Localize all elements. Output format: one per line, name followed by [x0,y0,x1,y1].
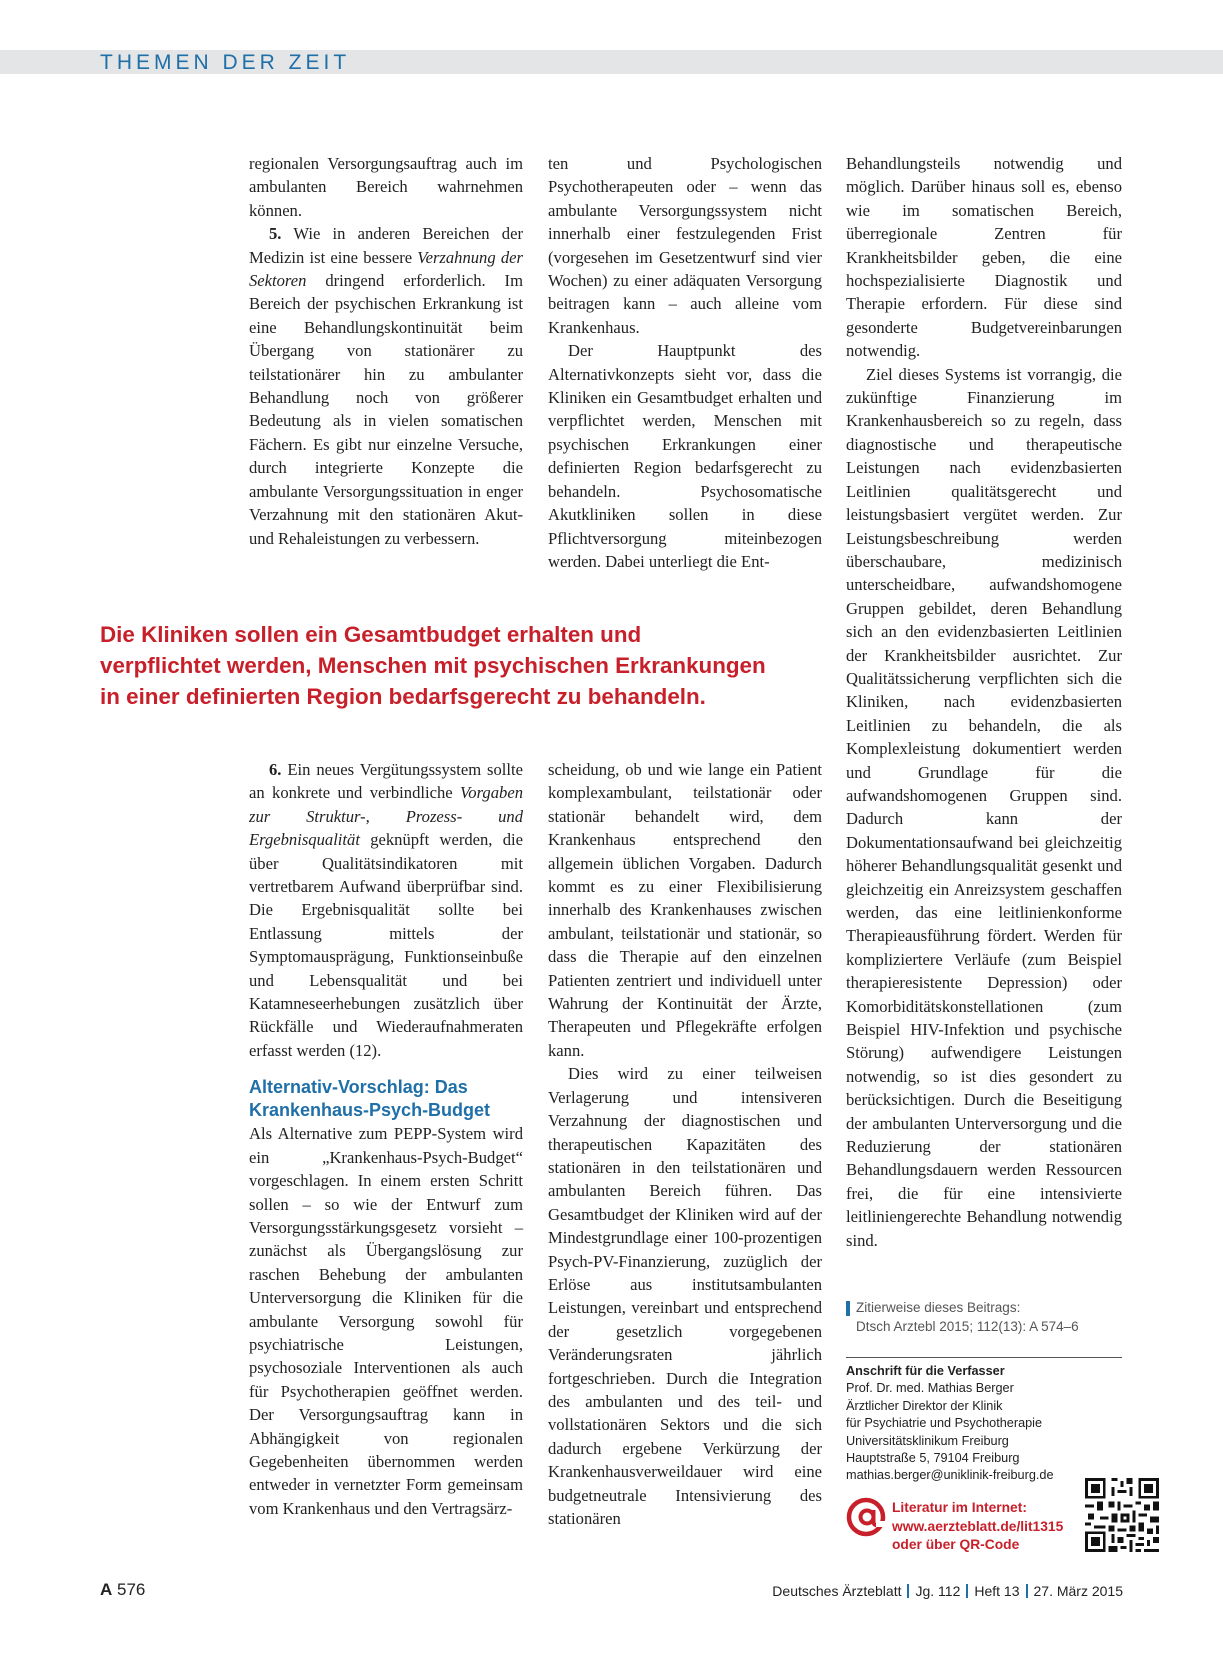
paragraph: Dies wird zu einer teilweisen Verlagerung und intensiveren Verzahnung der diagnostischen und therapeutischen Kapazitäten des stationären in den teilstationären und ambulanten Bereich führen. Das Gesamtbudget der Kliniken wird auf der Mindestgrundlage einer 100-prozentigen Psych-PV-Finanzierung, zuzüglich der Erlöse aus institutsambulanten Leistungen, vereinbart und entsprechend der gesetzlich vorgegebenen Veränderungsraten jährlich fortgeschrieben. Durch die Integration des ambulanten und des teil- und vollstationären Sektors und die sich dadurch ergebene Verkürzung der Krankenhausverweildauer wird eine budgetneutrale Intensivierung des stationären [548,1064,822,1528]
address-line: Hauptstraße 5, 79104 Freiburg [846,1451,1020,1466]
journal-issue: Heft 13 [974,1583,1020,1599]
paragraph: regionalen Versorgungsauftrag auch im ambulanten Bereich wahrnehmen können. [249,154,523,220]
literature-qr-hint: oder über QR-Code [892,1537,1020,1552]
paragraph-point-6 [249,758,523,1062]
at-sign-icon [846,1497,886,1537]
paragraph: Ziel dieses Systems ist vorrangig, die zukünftige Finanzierung im Krankenhausbereich so zu regeln, dass diagnostische und therapeutische Leistungen nach evidenzbasierten Leitlinien qualitätsgerecht und leistungsbasiert vergütet werden. Zur Leistungsbeschreibung werden überschaubare, medizinisch unterscheidbare, aufwandshomogene Gruppen gebildet, deren Behandlung sich an den evidenzbasierten Leitlinien der Krankheitsbilder ausrichtet. Zur Qualitätssicherung verpflichten sich die Kliniken, nach evidenzbasierten Leitlinien zu behandeln, die als Komplexleistung dokumentiert werden und Grundlage für die aufwandshomogenen Gruppen sind. Dadurch kann der Dokumentationsaufwand bei gleichzeitig höherer Behandlungsqualität gesenkt und gleichzeitig ein Anreizsystem geschaffen werden, das eine leitlinienkonforme Therapieausführung fördert. Werden für kompliziertere Verläufe (zum Beispiel therapieresistente Depression) oder Komorbiditätskonstellationen (zum Beispiel HIV-Infektion und psychische Störung) aufwendigere Leistungen notwendig, so ist dies gesondert zu berücksichtigen. Durch die Beseitigung der ambulanten Unterversorgung und die Reduzierung der stationären Behandlungsdauern werden Ressourcen frei, die für eine intensivierte leitliniengerechte Behandlung notwendig sind. [846,364,1122,1250]
page-prefix: A [100,1580,113,1599]
page-number-value: 576 [117,1580,146,1599]
paragraph-point-5 [249,222,523,550]
journal-name: Deutsches Ärzteblatt [772,1583,902,1599]
paragraph-text: dringend erforderlich. Im Bereich der psychischen Erkrankung ist eine Behandlungskontinuität beim Übergang von stationärer zu teilstationärer hin zu ambulanter Behandlung noch von größerer Bedeutung als in vielen somatischen Fächern. Es gibt nur einzelne Versuche, durch integrierte Konzepte die ambulante Versorgungssituation in enger Verzahnung mit den stationären Akut- und Rehaleistungen zu verbessern. [249,271,523,548]
journal-volume: Jg. 112 [915,1583,961,1599]
paragraph-text: geknüpft werden, die über Qualitätsindikatoren mit vertretbarem Aufwand überprüfbar sind. Die Ergebnisqualität sollte bei Entlassung mittels der Symptomausprägung, Funktionseinbuße und Lebensqualität und bei Katamneseerhebungen zusätzlich über Rückfälle und Wiederaufnahmeraten erfasst werden (12). [249,830,523,1060]
point-number: 5. [269,224,282,244]
page-number [100,1580,145,1600]
paragraph: Als Alternative zum PEPP-System wird ein „Krankenhaus-Psych-Budget“ vorgeschlagen. In einem ersten Schritt sollen – so wie der Entwurf zum Versorgungsstärkungsgesetz vorsieht – zunächst als Übergangslösung zur raschen Behebung der ambulanten Unterversorgung die Kliniken für die ambulante Versorgung sowohl für psychiatrische Leistungen, psychosoziale Interventionen als auch für Psychotherapien geöffnet werden. Der Versorgungsauftrag kann in Abhängigkeit von regionalen Gegebenheiten übernommen werden entweder in vernetzter Form gemeinsam vom Krankenhaus und den Vertragsärz- [249,1124,523,1518]
journal-date: 27. März 2015 [1033,1583,1123,1599]
citation-label: Zitierweise dieses Beitrags: [856,1300,1021,1315]
address-line: Ärztlicher Direktor der Klinik [846,1398,1003,1413]
author-email[interactable]: mathias.berger@uniklinik-freiburg.de [846,1468,1054,1483]
paragraph: Behandlungsteils notwendig und möglich. Darüber hinaus soll es, ebenso wie im somatischen Bereich, überregionale Zentren für Krankheitsbilder geben, die eine hochspezialisierte Diagnostik und Therapie erfordern. Für diese sind gesonderte Budgetvereinbarungen notwendig. [846,154,1122,361]
paragraph: ten und Psychologischen Psychotherapeuten oder – wenn das ambulante Versorgungssystem nicht innerhalb einer festzulegenden Frist (vorgesehen im Gesetzentwurf sind vier Wochen) zu einer adäquaten Versorgung beitragen kann – auch alleine vom Krankenhaus. [548,154,822,337]
point-number: 6. [269,760,282,779]
literature-text [892,1499,1082,1555]
citation-reference: Dtsch Arztebl 2015; 112(13): A 574–6 [856,1319,1079,1334]
section-title: THEMEN DER ZEIT [100,51,351,74]
address-line: für Psychiatrie und Psychotherapie [846,1416,1043,1431]
paragraph-text: Wie in anderen Bereichen der Medizin ist eine bessere [249,224,523,267]
pull-quote [100,619,820,712]
article-column-1-top [249,152,523,550]
literature-link[interactable]: www.aerzteblatt.de/lit1315 [892,1518,1064,1534]
citation-marker [846,1301,850,1316]
author-address [846,1363,1136,1485]
divider [846,1357,1122,1358]
pull-quote-line: verpflichtet werden, Menschen mit psychischen Erkrankungen [100,653,766,678]
subheading: Alternativ-Vorschlag: Das Krankenhaus-Psych-Budget [249,1077,491,1121]
literature-label: Literatur im Internet: [892,1500,1027,1515]
paragraph-text: Ein neues Vergütungssystem sollte an konkrete und verbindliche [249,760,523,803]
qr-code-icon[interactable] [1085,1478,1159,1552]
pull-quote-line: Die Kliniken sollen ein Gesamtbudget erhalten und [100,622,642,647]
journal-footer [772,1583,1123,1599]
address-line: Universitätsklinikum Freiburg [846,1433,1009,1448]
paragraph: Der Hauptpunkt des Alternativkonzepts sieht vor, dass die Kliniken ein Gesamtbudget erhalten und verpflichtet werden, Menschen mit psychischen Erkrankungen einer definierten Region bedarfsgerecht zu behandeln. Psychosomatische Akutkliniken sollen in diese Pflichtversorgung miteinbezogen werden. Dabei unterliegt die Ent- [548,341,822,571]
paragraph: scheidung, ob und wie lange ein Patient komplexambulant, teilstationär oder stationär behandelt wird, dem Krankenhaus entsprechend den allgemein üblichen Vorgaben. Dadurch kommt es zu einer Flexibilisierung innerhalb des Krankenhauses zwischen ambulant, teilstationär und stationär, so dass die Therapie auf den einzelnen Patienten zentriert und individuell unter Wahrung der Kontinuität der Ärzte, Therapeuten und Pflegekräfte erfolgen kann. [548,760,822,1060]
address-heading: Anschrift für die Verfasser [846,1364,1005,1378]
emphasis-text: Vorgaben zur Struktur-, Prozess- und Ergebnisqualität [249,783,523,850]
emphasis-text: Verzahnung der Sektoren [249,247,523,291]
pull-quote-line: in einer definierten Region bedarfsgerecht zu behandeln. [100,684,706,709]
footer-separator [1026,1584,1028,1598]
article-column-1-bottom [249,758,523,1520]
citation-box [846,1298,1126,1336]
footer-separator [907,1584,909,1598]
article-column-2-top [548,152,822,573]
address-line: Prof. Dr. med. Mathias Berger [846,1381,1014,1396]
footer-separator [966,1584,968,1598]
article-column-2-bottom [548,758,822,1530]
article-column-3 [846,152,1122,1252]
